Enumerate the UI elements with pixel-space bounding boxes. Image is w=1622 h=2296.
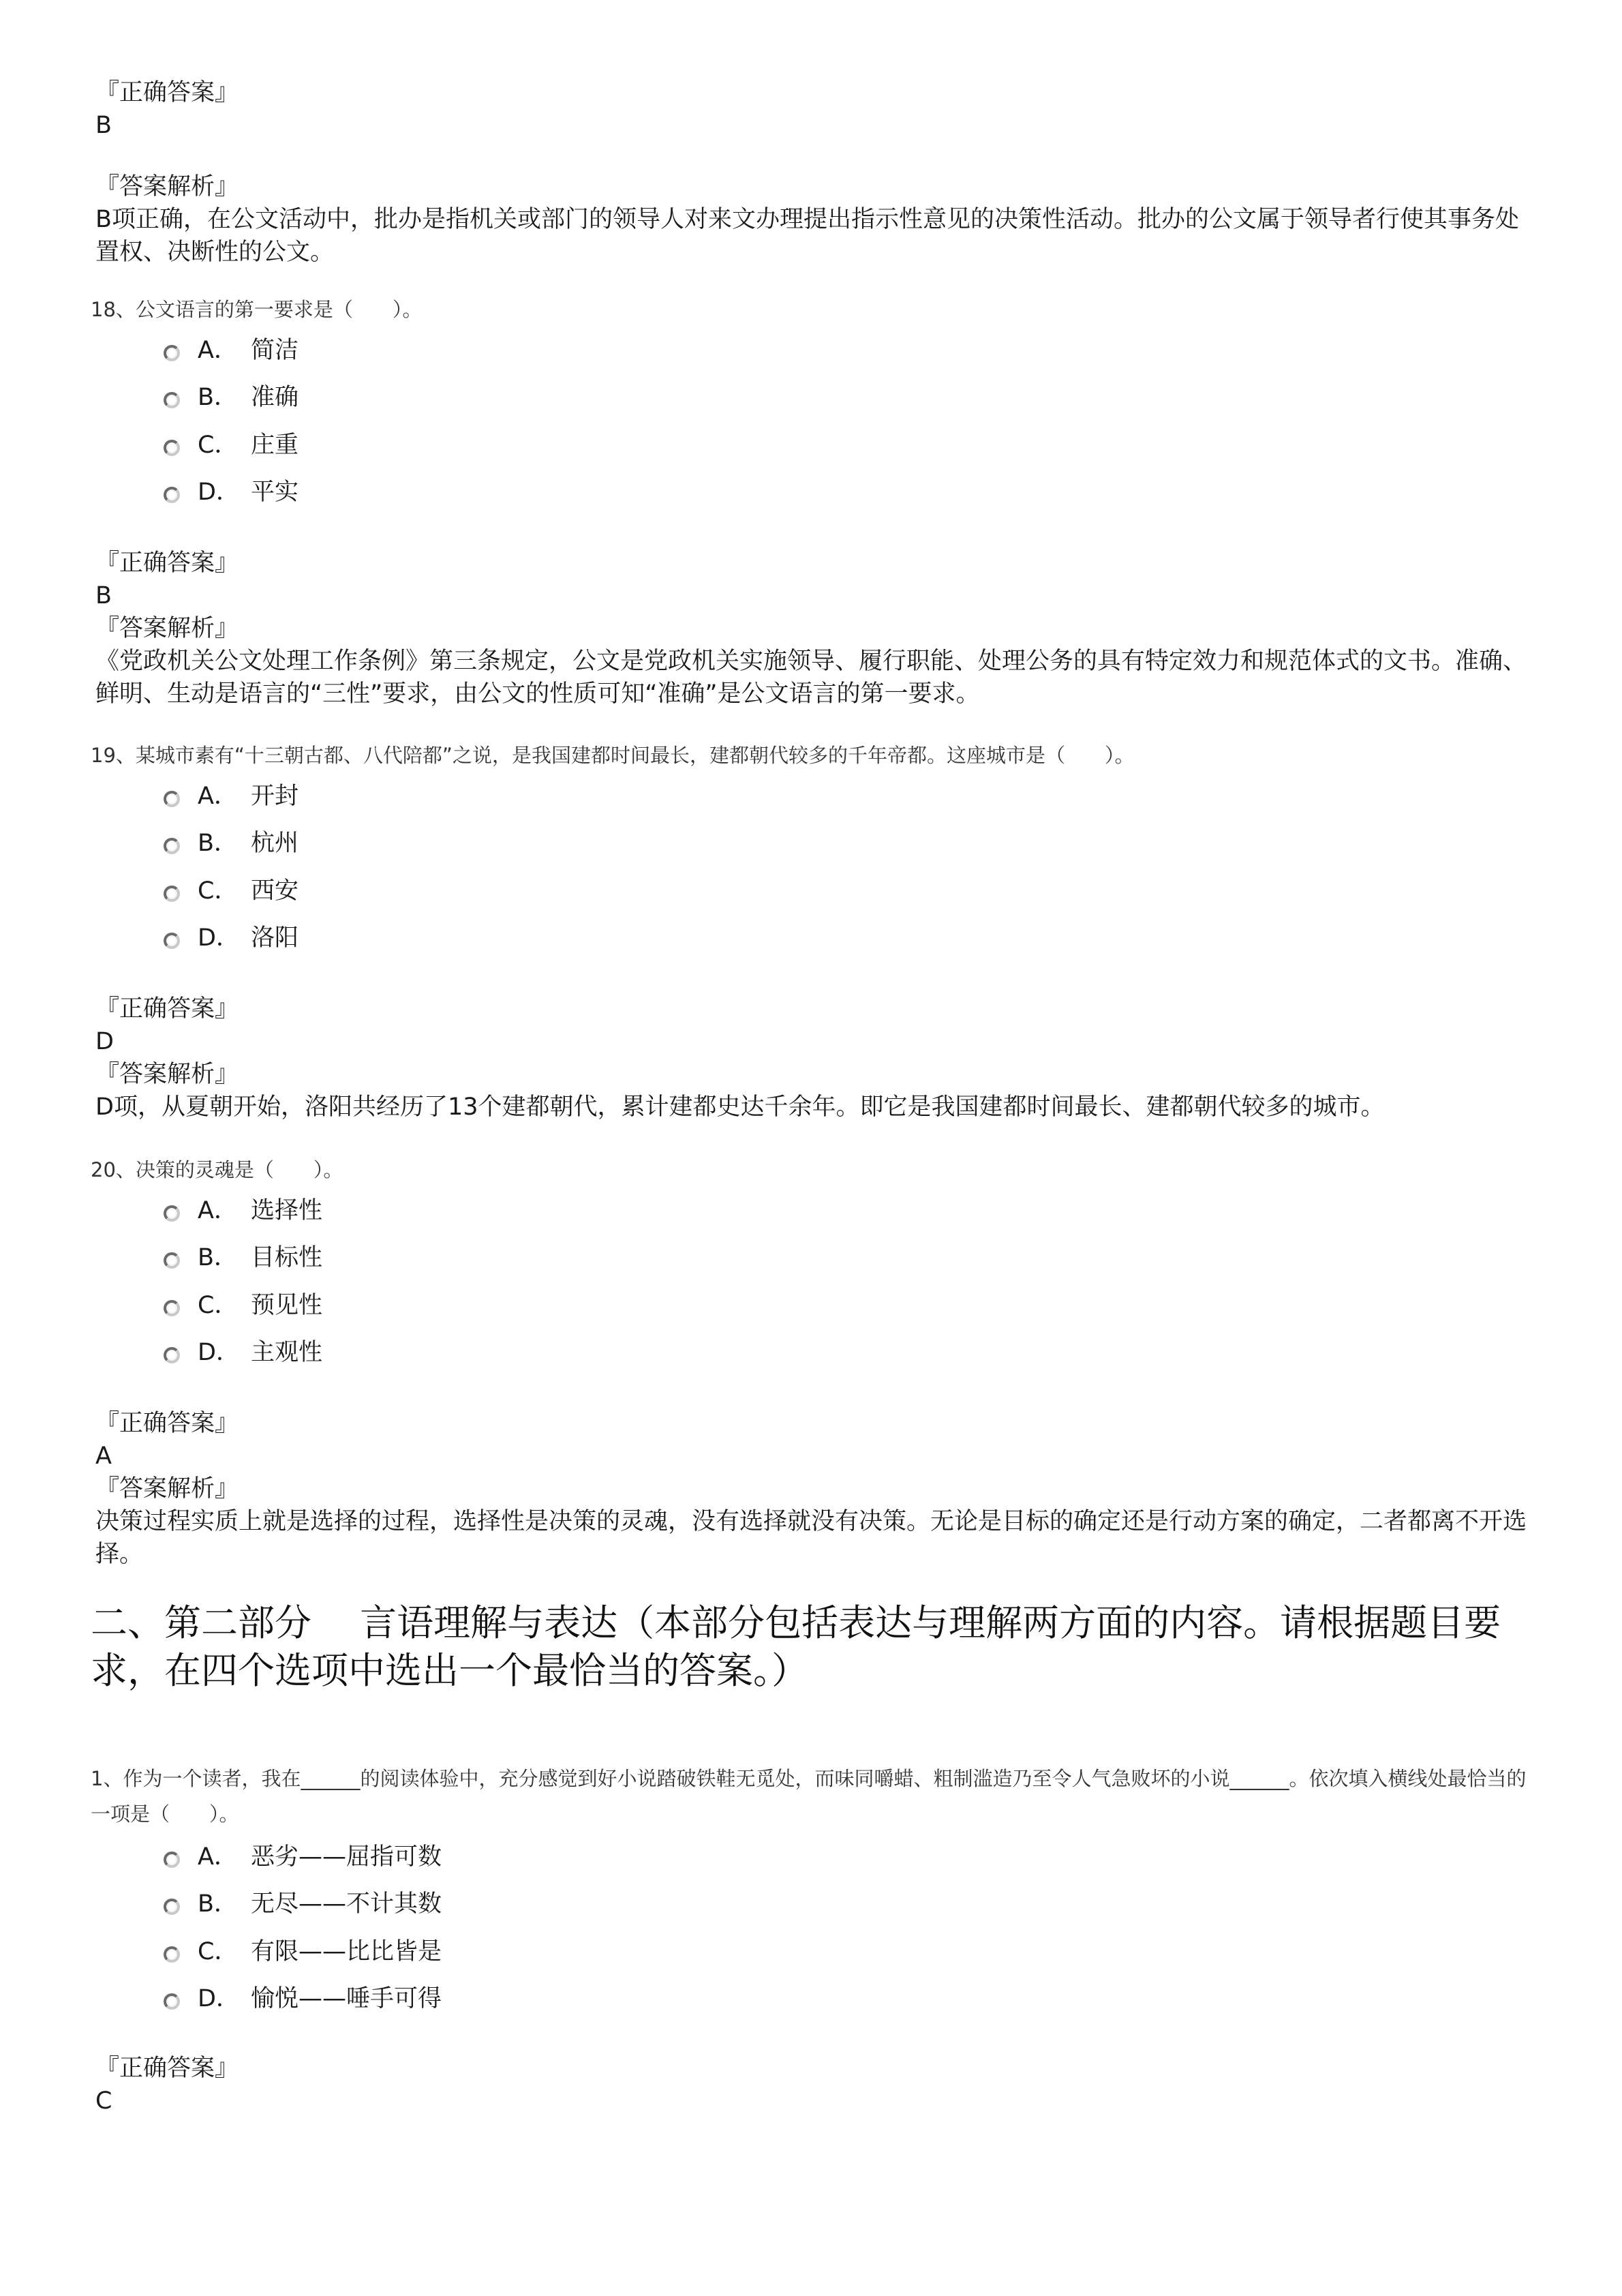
option-a[interactable] — [164, 324, 299, 372]
correct-answer-value: D — [95, 1028, 114, 1055]
radio-button[interactable] — [164, 933, 180, 949]
option-a[interactable] — [164, 770, 299, 818]
option-letter: D． — [198, 479, 240, 507]
section-title: 二、第二部分 言语理解与表达（本部分包括表达与理解两方面的内容。请根据题目要求，在四个选项中选出一个最恰当的答案。） — [91, 1601, 1501, 1692]
correct-answer-value: C — [95, 2087, 112, 2115]
option-d[interactable] — [164, 467, 299, 515]
radio-button[interactable] — [164, 838, 180, 854]
option-letter: A． — [198, 336, 238, 364]
analysis-text: 决策过程实质上就是选择的过程，选择性是决策的灵魂，没有选择就没有决策。无论是目标的确定还是行动方案的确定，二者都离不开选择。 — [95, 1508, 1527, 1568]
option-b[interactable] — [164, 1233, 322, 1280]
section2-question-1: 1、作为一个读者，我在______的阅读体验中，充分感觉到好小说踏破铁鞋无觅处，而味同嚼蜡、粗制滥造乃至令人气急败坏的小说______。依次填入横线处最恰当的一项是（ ）。 — [91, 1767, 1527, 1826]
radio-button[interactable] — [164, 1852, 180, 1868]
radio-button[interactable] — [164, 1205, 180, 1222]
radio-button[interactable] — [164, 1347, 180, 1363]
question-18: 18、公文语言的第一要求是（ ）。 — [91, 298, 423, 321]
s2q1-answer-block — [95, 2052, 1527, 2117]
analysis-text: 《党政机关公文处理工作条例》第三条规定，公文是党政机关实施领导、履行职能、处理公务的具有特定效力和规范体式的文书。准确、鲜明、生动是语言的“三性”要求，由公文的性质可知“准确”是公文语言的第一要求。 — [95, 648, 1527, 708]
option-letter: B． — [198, 384, 239, 412]
radio-button[interactable] — [164, 487, 180, 503]
q20-answer-block — [95, 1407, 1527, 1571]
option-letter: B． — [198, 1890, 239, 1918]
option-b[interactable] — [164, 818, 299, 866]
option-b[interactable] — [164, 372, 299, 420]
option-d[interactable] — [164, 1974, 442, 2021]
radio-button[interactable] — [164, 1993, 180, 2010]
option-d[interactable] — [164, 913, 299, 961]
correct-answer-label: 『正确答案』 — [95, 549, 239, 577]
option-text: 愉悦——唾手可得 — [251, 1985, 442, 2013]
option-text: 西安 — [251, 877, 299, 905]
option-b[interactable] — [164, 1879, 442, 1927]
radio-button[interactable] — [164, 1300, 180, 1316]
radio-button[interactable] — [164, 345, 180, 361]
option-letter: B． — [198, 1244, 239, 1272]
option-text: 有限——比比皆是 — [251, 1937, 442, 1965]
option-c[interactable] — [164, 865, 299, 913]
option-a[interactable] — [164, 1185, 322, 1233]
option-letter: A． — [198, 1843, 238, 1871]
radio-button[interactable] — [164, 1946, 180, 1963]
option-letter: C． — [198, 1291, 239, 1319]
radio-button[interactable] — [164, 791, 180, 807]
option-text: 准确 — [251, 384, 299, 412]
option-text: 恶劣——屈指可数 — [251, 1843, 442, 1871]
option-c[interactable] — [164, 1926, 442, 1974]
q20-options — [164, 1185, 322, 1374]
option-text: 选择性 — [251, 1196, 323, 1224]
option-letter: D． — [198, 1339, 240, 1367]
option-text: 主观性 — [251, 1339, 323, 1367]
radio-button[interactable] — [164, 886, 180, 902]
option-letter: D． — [198, 1985, 240, 2013]
option-letter: A． — [198, 1196, 238, 1224]
analysis-text: B项正确，在公文活动中，批办是指机关或部门的领导人对来文办理提出指示性意见的决策性活动。批办的公文属于领导者行使其事务处置权、决断性的公文。 — [95, 206, 1520, 266]
option-letter: C． — [198, 1937, 239, 1965]
radio-button[interactable] — [164, 440, 180, 456]
question-20: 20、决策的灵魂是（ ）。 — [91, 1158, 343, 1181]
analysis-label: 『答案解析』 — [95, 615, 239, 642]
option-letter: A． — [198, 782, 238, 810]
option-text: 杭州 — [251, 830, 299, 858]
correct-answer-value: A — [95, 1442, 112, 1470]
q19-options — [164, 770, 299, 960]
correct-answer-label: 『正确答案』 — [95, 79, 239, 106]
analysis-text: D项，从夏朝开始，洛阳共经历了13个建都朝代，累计建都史达千余年。即它是我国建都时间最长、建都朝代较多的城市。 — [95, 1093, 1385, 1121]
option-text: 洛阳 — [251, 924, 299, 952]
s2q1-options — [164, 1831, 442, 2021]
option-a[interactable] — [164, 1831, 442, 1879]
option-c[interactable] — [164, 1280, 322, 1327]
option-text: 预见性 — [251, 1291, 323, 1319]
radio-button[interactable] — [164, 392, 180, 408]
correct-answer-value: B — [95, 112, 112, 139]
radio-button[interactable] — [164, 1899, 180, 1915]
analysis-label: 『答案解析』 — [95, 1061, 239, 1088]
option-c[interactable] — [164, 419, 299, 467]
q17-answer-block — [95, 76, 1527, 142]
correct-answer-value: B — [95, 582, 112, 609]
q18-options — [164, 324, 299, 514]
option-text: 庄重 — [251, 431, 299, 459]
option-text: 目标性 — [251, 1244, 323, 1272]
q18-answer-block — [95, 547, 1527, 710]
option-text: 简洁 — [251, 336, 299, 364]
option-text: 平实 — [251, 479, 299, 507]
question-19: 19、某城市素有“十三朝古都、八代陪都”之说，是我国建都时间最长，建都朝代较多的千年帝都。这座城市是（ ）。 — [91, 744, 1135, 767]
radio-button[interactable] — [164, 1252, 180, 1269]
correct-answer-label: 『正确答案』 — [95, 2055, 239, 2082]
option-text: 开封 — [251, 782, 299, 810]
option-letter: B． — [198, 830, 239, 858]
option-letter: C． — [198, 877, 239, 905]
option-letter: D． — [198, 924, 240, 952]
option-d[interactable] — [164, 1327, 322, 1375]
correct-answer-label: 『正确答案』 — [95, 1410, 239, 1437]
option-text: 无尽——不计其数 — [251, 1890, 442, 1918]
analysis-label: 『答案解析』 — [95, 1475, 239, 1502]
analysis-label: 『答案解析』 — [95, 173, 239, 200]
correct-answer-label: 『正确答案』 — [95, 995, 239, 1023]
option-letter: C． — [198, 431, 239, 459]
q17-analysis-block — [95, 170, 1527, 269]
q19-answer-block — [95, 993, 1527, 1123]
